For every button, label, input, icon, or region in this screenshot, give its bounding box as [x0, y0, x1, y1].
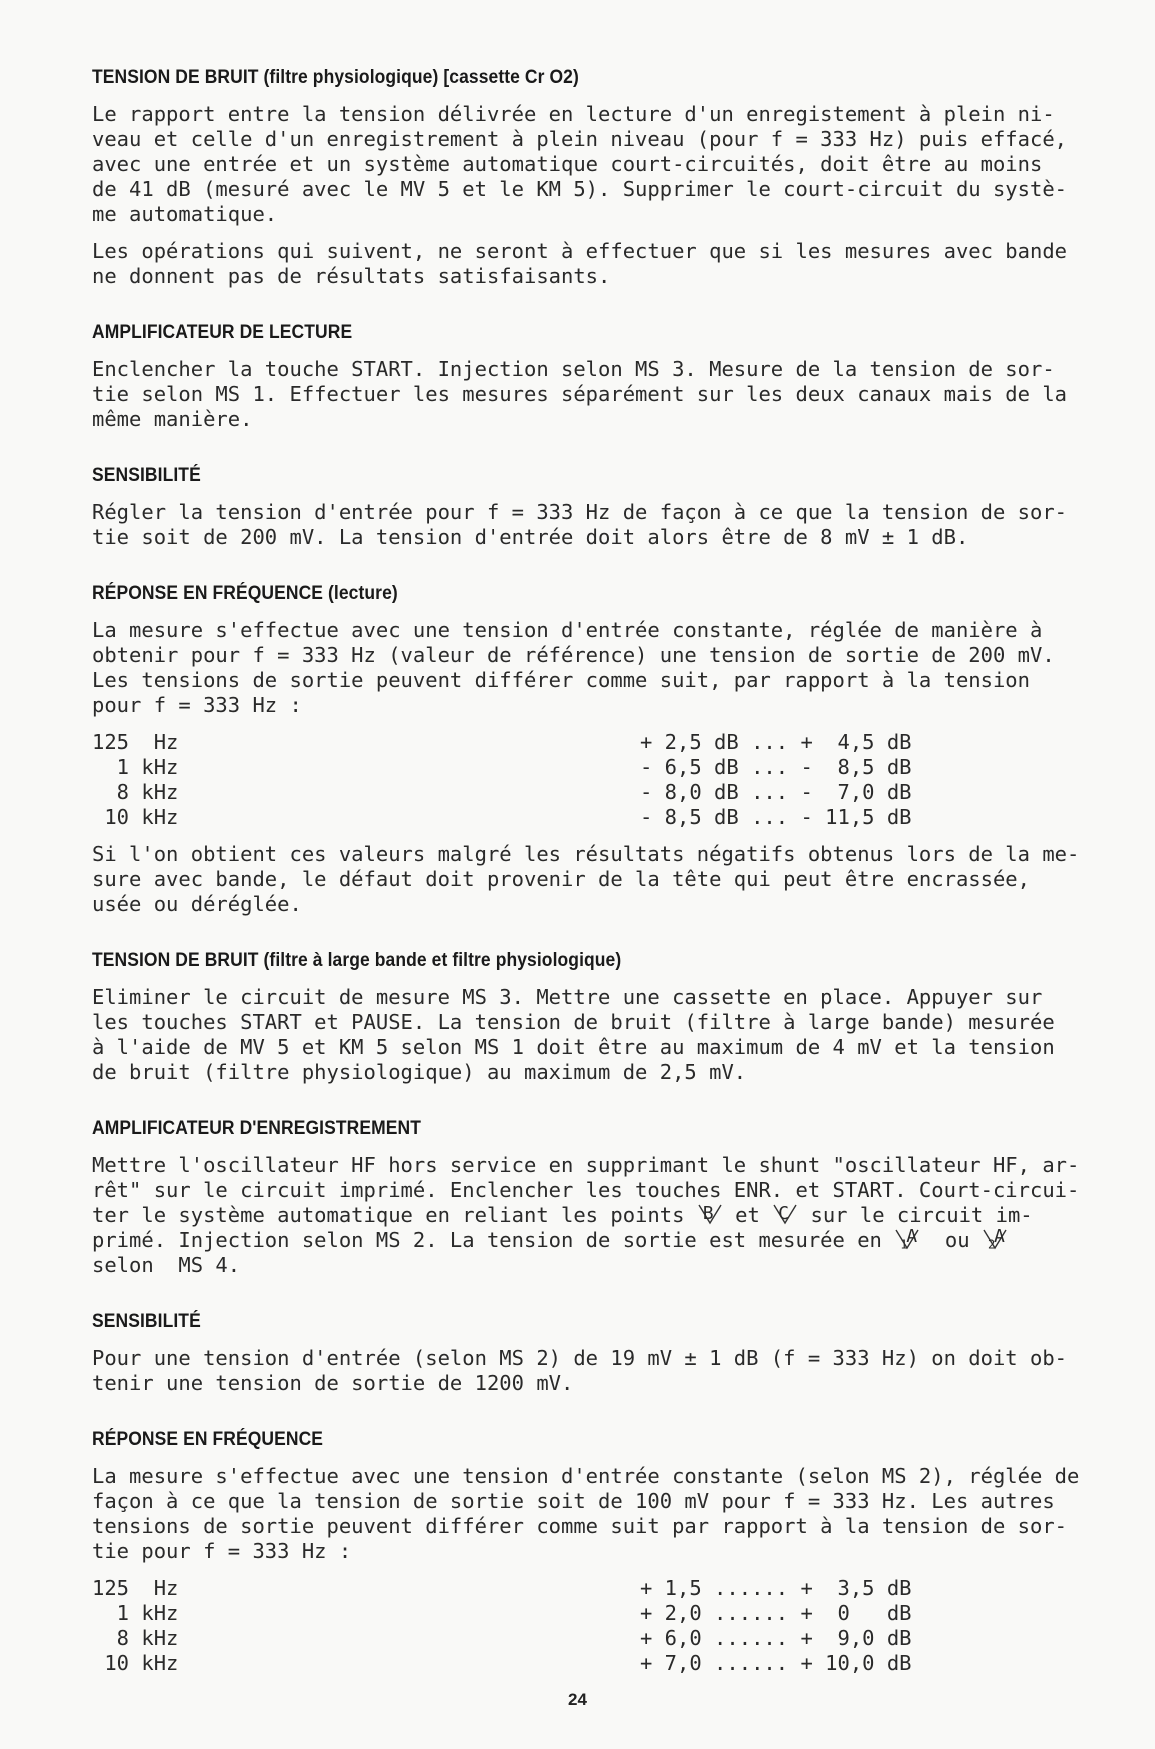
section-heading: RÉPONSE EN FRÉQUENCE	[92, 1429, 324, 1450]
table-row	[92, 805, 1092, 830]
section-recording-amplifier	[92, 1117, 1092, 1278]
section-heading: AMPLIFICATEUR D'ENREGISTREMENT	[92, 1118, 422, 1139]
test-point-c-icon	[772, 1203, 798, 1225]
section-sensitivity-playback	[92, 464, 1092, 550]
table-row	[92, 1626, 1092, 1651]
range-cell: - 8,5 dB ... - 11,5 dB	[640, 805, 912, 829]
section-heading: SENSIBILITÉ	[92, 465, 201, 486]
freq-cell: 8 kHz	[92, 1626, 179, 1650]
test-point-subscript: 2	[987, 1237, 996, 1252]
range-cell: - 6,5 dB ... - 8,5 dB	[640, 755, 912, 779]
section-heading: RÉPONSE EN FRÉQUENCE (lecture)	[92, 583, 398, 604]
section-heading: TENSION DE BRUIT (filtre physiologique) [cassette Cr O2)	[92, 67, 579, 88]
text-line: ter le système automatique en reliant les points	[92, 1203, 697, 1227]
freq-cell: 125 Hz	[92, 730, 179, 754]
freq-cell: 125 Hz	[92, 1576, 179, 1600]
test-point-letter: A	[906, 1226, 918, 1247]
text-line: selon MS 4.	[92, 1253, 241, 1277]
table-row	[92, 1576, 1092, 1601]
freq-cell: 10 kHz	[92, 1651, 179, 1675]
test-point-label	[900, 1226, 918, 1258]
paragraph: Le rapport entre la tension délivrée en lecture d'un enregistement à plein ni- veau et celle d'un enregistrement à plein niveau (pour f = 333 Hz) puis effacé, avec une entrée et un système automatique court-circuités, doit être au moins de 41 dB (mesuré avec le MV 5 et le KM 5). Supprimer le court-circuit du systè- me automatique.	[92, 102, 1068, 226]
text-line: ou	[920, 1228, 982, 1252]
paragraph: La mesure s'effectue avec une tension d'entrée constante (selon MS 2), réglée de façon à ce que la tension de sortie soit de 100 mV pour f = 333 Hz. Les autres tensions de sortie peuvent différer comme suit par rapport à la tension de sor- tie pour f = 333 Hz :	[92, 1464, 1080, 1563]
test-point-label: C	[778, 1203, 789, 1224]
table-row	[92, 1601, 1092, 1626]
freq-cell: 8 kHz	[92, 780, 179, 804]
section-noise-voltage-cro2	[92, 66, 1092, 289]
text-line: sur le circuit im-	[798, 1203, 1033, 1227]
test-point-label	[987, 1226, 1005, 1258]
section-playback-amplifier	[92, 321, 1092, 432]
section-heading: TENSION DE BRUIT (filtre à large bande et filtre physiologique)	[92, 950, 622, 971]
freq-cell: 10 kHz	[92, 805, 179, 829]
range-cell: - 8,0 dB ... - 7,0 dB	[640, 780, 912, 804]
table-row	[92, 730, 1092, 755]
text-line: primé. Injection selon MS 2. La tension de sortie est mesurée en	[92, 1228, 895, 1252]
paragraph: Régler la tension d'entrée pour f = 333 Hz de façon à ce que la tension de sor- tie soit de 200 mV. La tension d'entrée doit alors être de 8 mV ± 1 dB.	[92, 500, 1068, 549]
test-point-a2-icon	[982, 1228, 1008, 1250]
test-point-b-icon	[697, 1203, 723, 1225]
test-point-a1-icon	[894, 1228, 920, 1250]
paragraph	[92, 1153, 1092, 1278]
frequency-table	[92, 1576, 1092, 1676]
range-cell: + 6,0 ...... + 9,0 dB	[640, 1626, 912, 1650]
table-row	[92, 1651, 1092, 1676]
text-line: et	[722, 1203, 773, 1227]
section-frequency-response-playback	[92, 582, 1092, 917]
text-line: Mettre l'oscillateur HF hors service en supprimant le shunt "oscillateur HF, ar-	[92, 1153, 1080, 1177]
freq-cell: 1 kHz	[92, 755, 179, 779]
test-point-label: B	[702, 1203, 714, 1224]
freq-cell: 1 kHz	[92, 1601, 179, 1625]
table-row	[92, 780, 1092, 805]
section-sensitivity-recording	[92, 1310, 1092, 1396]
test-point-letter: A	[993, 1226, 1005, 1247]
paragraph: Enclencher la touche START. Injection selon MS 3. Mesure de la tension de sor- tie selon MS 1. Effectuer les mesures séparément sur les deux canaux mais de la même manière.	[92, 357, 1068, 431]
paragraph: Les opérations qui suivent, ne seront à effectuer que si les mesures avec bande ne donnent pas de résultats satisfaisants.	[92, 239, 1068, 288]
section-noise-voltage-wideband	[92, 949, 1092, 1085]
section-heading: AMPLIFICATEUR DE LECTURE	[92, 322, 353, 343]
section-heading: SENSIBILITÉ	[92, 1311, 201, 1332]
page-number: 24	[568, 1690, 587, 1709]
text-line: rêt" sur le circuit imprimé. Enclencher les touches ENR. et START. Court-circui-	[92, 1178, 1080, 1202]
paragraph: La mesure s'effectue avec une tension d'entrée constante, réglée de manière à obtenir pour f = 333 Hz (valeur de référence) une tension de sortie de 200 mV. Les tensions de sortie peuvent différer comme suit, par rapport à la tension pour f = 333 Hz :	[92, 618, 1055, 717]
range-cell: + 1,5 ...... + 3,5 dB	[640, 1576, 912, 1600]
range-cell: + 2,0 ...... + 0 dB	[640, 1601, 912, 1625]
paragraph: Eliminer le circuit de mesure MS 3. Mettre une cassette en place. Appuyer sur les touches START et PAUSE. La tension de bruit (filtre à large bande) mesurée à l'aide de MV 5 et KM 5 selon MS 1 doit être au maximum de 4 mV et la tension de bruit (filtre physiologique) au maximum de 2,5 mV.	[92, 985, 1055, 1084]
table-row	[92, 755, 1092, 780]
paragraph: Pour une tension d'entrée (selon MS 2) de 19 mV ± 1 dB (f = 333 Hz) on doit ob- tenir une tension de sortie de 1200 mV.	[92, 1346, 1068, 1395]
document-page	[92, 66, 1092, 1688]
test-point-subscript: 1	[900, 1237, 908, 1252]
range-cell: + 7,0 ...... + 10,0 dB	[640, 1651, 912, 1675]
frequency-table	[92, 730, 1092, 830]
range-cell: + 2,5 dB ... + 4,5 dB	[640, 730, 912, 754]
section-frequency-response-recording	[92, 1428, 1092, 1676]
paragraph: Si l'on obtient ces valeurs malgré les résultats négatifs obtenus lors de la me- sure avec bande, le défaut doit provenir de la tête qui peut être encrassée, usée ou déréglée.	[92, 842, 1080, 916]
